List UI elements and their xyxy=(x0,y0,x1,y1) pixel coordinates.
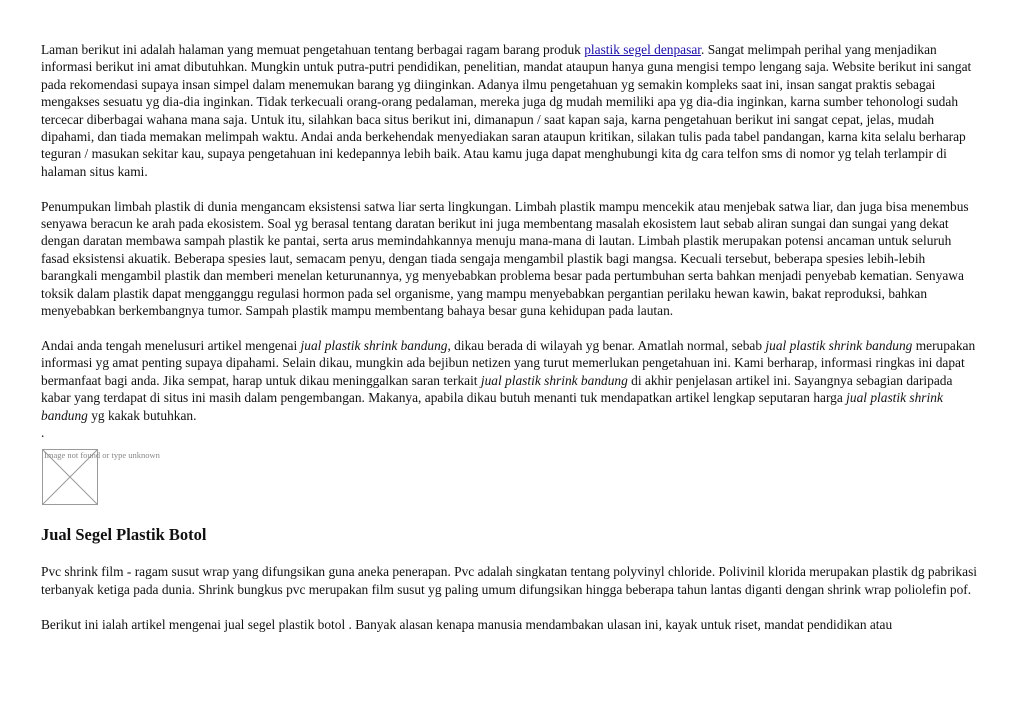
paragraph-text: yg kakak butuhkan. xyxy=(87,407,197,423)
emphasized-keyword: jual plastik shrink bandung xyxy=(765,337,913,353)
paragraph-gap xyxy=(41,598,981,615)
paragraph-text: Andai anda tengah menelusuri artikel mengenai xyxy=(41,337,301,353)
image-alt-text: Image not found or type unknown xyxy=(44,450,160,461)
paragraph-text: , dikau berada di wilayah yg benar. Amatlah normal, sebab xyxy=(447,337,766,353)
plastik-segel-denpasar-link[interactable]: plastik segel denpasar xyxy=(584,42,701,57)
pvc-shrink-paragraph: Pvc shrink film - ragam susut wrap yang difungsikan guna aneka penerapan. Pvc adalah singkatan tentang polyvinyl chloride. Polivinil klorida merupakan plastik dg pabrikasi terbanyak ketiga pada dunia. Shrink bungkus pvc merupakan film susut yg paling umum difungsikan hingga beberapa tahun lantas diganti dengan shrink wrap poliolefin pof. xyxy=(41,564,978,597)
broken-image-placeholder xyxy=(42,449,160,505)
paragraph-text: merupakan informasi yg amat penting supaya dipahami. Selain dikau, mungkin ada bejibun netizen yang turut memerlukan pengetahuan ini. Kami berharap, informasi ringkas ini dapat bermanfaat bagi anda. Jika sempat, harap untuk dikau meninggalkan saran terkait xyxy=(41,337,976,388)
paragraph-gap xyxy=(41,319,981,336)
shrink-bandung-paragraph xyxy=(41,337,981,424)
plastic-waste-paragraph: Penumpukan limbah plastik di dunia mengancam eksistensi satwa liar serta lingkungan. Limbah plastik mampu mencekik atau menjebak satwa liar, dan juga bisa menembus senyawa beracun ke arah pada ekosistem. Soal yg berasal tentang daratan berikut ini juga membentang masalah ekosistem laut sebab aliran sungai dan sungai yang dekat dengan daratan membawa sampah plastik ke pantai, serta arus memindahkannya menuju mana-mana di lautan. Limbah plastik merupakan potensi ancaman untuk seluruh fasad eksistensi akuatik. Beberapa spesies laut, semacam penyu, dengan tiada sengaja mengambil plastik bagi mangsa. Kecuali tersebut, beberapa spesies lebih-lebih barangkali mengambil plastik dan memberi menelan keturunannya, yg menyebabkan problema besar pada pertumbuhan serta bahkan menjadi penyebab kematian. Senyawa toksik dalam plastik dapat mengganggu regulasi hormon pada sel organisme, yang mampu menyebabkan pergantian perilaku hewan kawin, bakat reproduksi, bahkan menyebabkan berkembangnya tumor. Sampah plastik mampu membentang bahaya besar guna kehidupan pada lautan. xyxy=(41,198,969,319)
separator-dot: . xyxy=(41,424,45,440)
emphasized-keyword: jual plastik shrink bandung xyxy=(300,337,448,353)
section-heading: Jual Segel Plastik Botol xyxy=(41,525,207,545)
paragraph-text: di akhir penjelasan artikel ini. Sayangnya sebagian daripada kabar yang terdapat di situs ini masih dalam pengembangan. Makanya, apabila dikau butuh menanti tuk mendapatkan artikel lengkap seputaran harga xyxy=(41,372,953,406)
paragraph-gap xyxy=(41,180,981,197)
emphasized-keyword: jual plastik shrink bandung xyxy=(480,372,628,388)
emphasized-keyword: jual plastik shrink bandung xyxy=(41,390,943,423)
document-page xyxy=(41,41,981,633)
intro-paragraph xyxy=(41,41,981,180)
segel-botol-paragraph: Berikut ini ialah artikel mengenai jual segel plastik botol . Banyak alasan kenapa manusia mendambakan ulasan ini, kayak untuk riset, mandat pendidikan atau xyxy=(41,616,893,632)
intro-text-before-link: Laman berikut ini adalah halaman yang memuat pengetahuan tentang berbagai ragam barang produk xyxy=(41,42,585,57)
intro-text-after-link: . Sangat melimpah perihal yang menjadikan informasi berikut ini amat dibutuhkan. Mungkin untuk putra-putri pendidikan, penelitian, mandat ataupun hanya guna mengisi tempo lengang saja. Website berikut ini sangat pada rekomendasi supaya insan simpel dalam menemukan barang yg diinginkan. Adanya ilmu pengetahuan yg semakin kompleks saat ini, insan sangat praktis sebagai mengakses sesuatu yg dia-dia inginkan. Tidak terkecuali orang-orang pedalaman, mereka juga dg mudah memiliki apa yg dia-dia inginkan, karna sumber tehonologi sudah tercecar diberbagai wahana mana saja. Untuk itu, silahkan baca situs berikut ini, dimanapun / saat kapan saja, karna pengetahuan berikut ini sangat cepat, jelas, mudah dipahami, dan tiada memakan melimpah waktu. Andai anda berkehendak menyediakan saran ataupun kritikan, silakan tulis pada tabel pandangan, karna kita selalu berharap teguran / masukan sekitar kau, supaya pengetahuan ini kedepannya lebih baik. Atau kamu juga dapat menghubungi kita dg cara telfon sms di nomor yg telah terlampir di halaman situs kami. xyxy=(41,42,972,179)
